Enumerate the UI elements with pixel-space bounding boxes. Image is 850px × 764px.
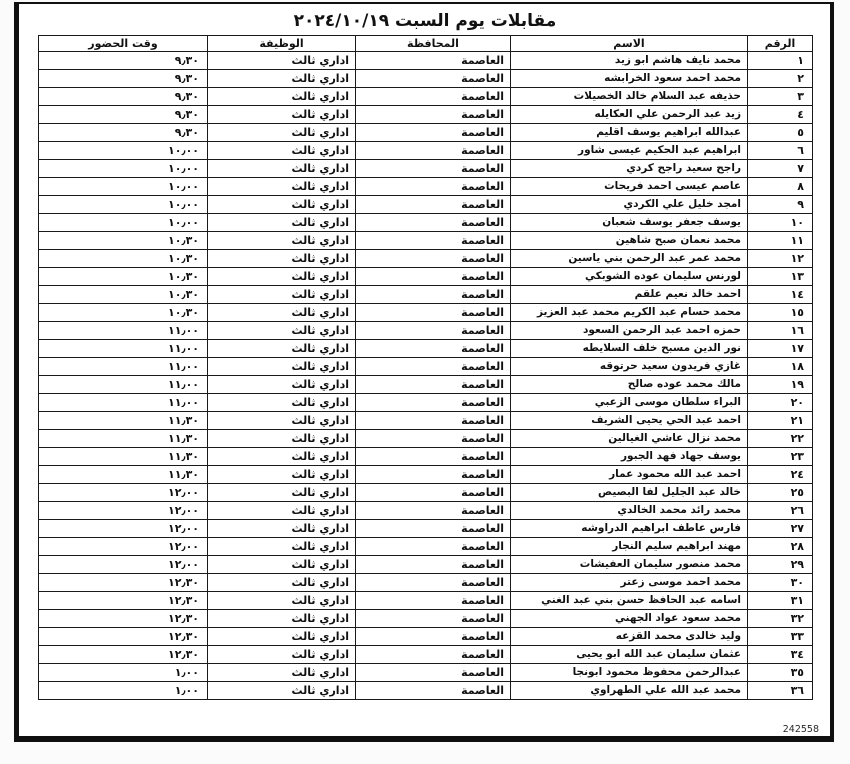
- row-name: مهند ابراهيم سليم النجار: [511, 538, 748, 556]
- row-job: اداري ثالث: [208, 610, 356, 628]
- row-governorate: العاصمة: [356, 160, 511, 178]
- row-job: اداري ثالث: [208, 394, 356, 412]
- row-number: ١٢: [748, 250, 813, 268]
- row-time: ١٠٫٣٠: [39, 268, 208, 286]
- row-name: حمزه احمد عبد الرحمن السعود: [511, 322, 748, 340]
- row-name: زيد عبد الرحمن علي العكايله: [511, 106, 748, 124]
- row-number: ٢٧: [748, 520, 813, 538]
- interviews-table: [38, 35, 813, 700]
- row-governorate: العاصمة: [356, 574, 511, 592]
- row-job: اداري ثالث: [208, 358, 356, 376]
- row-number: ٢٠: [748, 394, 813, 412]
- row-governorate: العاصمة: [356, 214, 511, 232]
- row-job: اداري ثالث: [208, 484, 356, 502]
- row-name: عبدالله ابراهيم يوسف اقليم: [511, 124, 748, 142]
- row-time: ١٢٫٣٠: [39, 592, 208, 610]
- row-governorate: العاصمة: [356, 394, 511, 412]
- row-number: ٣١: [748, 592, 813, 610]
- row-name: البراء سلطان موسى الزعبي: [511, 394, 748, 412]
- row-number: ٢٢: [748, 430, 813, 448]
- row-number: ١٤: [748, 286, 813, 304]
- row-name: محمد عمر عبد الرحمن بني ياسين: [511, 250, 748, 268]
- table-row: [39, 178, 813, 196]
- row-name: عبدالرحمن محفوظ محمود ابونجا: [511, 664, 748, 682]
- row-number: ٢٨: [748, 538, 813, 556]
- row-job: اداري ثالث: [208, 142, 356, 160]
- row-number: ٣٥: [748, 664, 813, 682]
- row-job: اداري ثالث: [208, 340, 356, 358]
- row-job: اداري ثالث: [208, 196, 356, 214]
- row-name: محمد احمد سعود الخرابشه: [511, 70, 748, 88]
- row-job: اداري ثالث: [208, 160, 356, 178]
- row-name: محمد نايف هاشم ابو زيد: [511, 52, 748, 70]
- row-job: اداري ثالث: [208, 664, 356, 682]
- row-job: اداري ثالث: [208, 412, 356, 430]
- table-row: [39, 484, 813, 502]
- row-governorate: العاصمة: [356, 142, 511, 160]
- row-governorate: العاصمة: [356, 106, 511, 124]
- table-row: [39, 430, 813, 448]
- row-number: ٢٣: [748, 448, 813, 466]
- row-time: ١٠٫٣٠: [39, 232, 208, 250]
- row-time: ١٠٫٣٠: [39, 250, 208, 268]
- row-job: اداري ثالث: [208, 556, 356, 574]
- row-time: ٩٫٣٠: [39, 70, 208, 88]
- row-name: محمد سعود عواد الجهني: [511, 610, 748, 628]
- table-row: [39, 322, 813, 340]
- table-row: [39, 250, 813, 268]
- header-governorate: المحافظة: [356, 36, 511, 52]
- row-governorate: العاصمة: [356, 232, 511, 250]
- row-governorate: العاصمة: [356, 376, 511, 394]
- row-number: ١٦: [748, 322, 813, 340]
- row-number: ٣٤: [748, 646, 813, 664]
- table-row: [39, 664, 813, 682]
- row-time: ١٢٫٣٠: [39, 628, 208, 646]
- row-job: اداري ثالث: [208, 574, 356, 592]
- row-time: ١١٫٠٠: [39, 322, 208, 340]
- row-name: محمد احمد موسى زعتر: [511, 574, 748, 592]
- row-name: عاصم عيسى احمد فريحات: [511, 178, 748, 196]
- row-job: اداري ثالث: [208, 592, 356, 610]
- row-time: ١١٫٣٠: [39, 466, 208, 484]
- row-time: ٩٫٣٠: [39, 52, 208, 70]
- row-job: اداري ثالث: [208, 322, 356, 340]
- row-time: ١٠٫٠٠: [39, 196, 208, 214]
- table-row: [39, 106, 813, 124]
- row-governorate: العاصمة: [356, 358, 511, 376]
- row-name: غازي فريدون سعيد حرتوقه: [511, 358, 748, 376]
- row-governorate: العاصمة: [356, 70, 511, 88]
- row-name: نور الدين مسبح خلف السلايطه: [511, 340, 748, 358]
- row-number: ٣: [748, 88, 813, 106]
- row-time: ٩٫٣٠: [39, 124, 208, 142]
- row-job: اداري ثالث: [208, 214, 356, 232]
- row-number: ١٠: [748, 214, 813, 232]
- table-row: [39, 574, 813, 592]
- row-number: ١٣: [748, 268, 813, 286]
- row-time: ١٫٠٠: [39, 664, 208, 682]
- table-row: [39, 682, 813, 700]
- header-name: الاسم: [511, 36, 748, 52]
- row-name: يوسف جعفر يوسف شعبان: [511, 214, 748, 232]
- row-governorate: العاصمة: [356, 268, 511, 286]
- row-job: اداري ثالث: [208, 628, 356, 646]
- row-job: اداري ثالث: [208, 70, 356, 88]
- row-governorate: العاصمة: [356, 538, 511, 556]
- table-row: [39, 538, 813, 556]
- table-row: [39, 268, 813, 286]
- table-row: [39, 196, 813, 214]
- row-governorate: العاصمة: [356, 448, 511, 466]
- row-number: ١: [748, 52, 813, 70]
- row-name: امجد خليل علي الكردي: [511, 196, 748, 214]
- row-job: اداري ثالث: [208, 376, 356, 394]
- row-name: محمد نعمان صبح شاهين: [511, 232, 748, 250]
- table-row: [39, 124, 813, 142]
- table-row: [39, 628, 813, 646]
- row-name: احمد عبد الحي يحيى الشريف: [511, 412, 748, 430]
- row-name: خالد عبد الجليل لفا البصيص: [511, 484, 748, 502]
- table-row: [39, 160, 813, 178]
- row-job: اداري ثالث: [208, 304, 356, 322]
- row-time: ٩٫٣٠: [39, 88, 208, 106]
- table-row: [39, 376, 813, 394]
- row-job: اداري ثالث: [208, 520, 356, 538]
- row-job: اداري ثالث: [208, 286, 356, 304]
- row-governorate: العاصمة: [356, 322, 511, 340]
- row-name: يوسف جهاد فهد الجبور: [511, 448, 748, 466]
- row-governorate: العاصمة: [356, 610, 511, 628]
- row-job: اداري ثالث: [208, 178, 356, 196]
- row-time: ١١٫٠٠: [39, 376, 208, 394]
- table-row: [39, 556, 813, 574]
- row-number: ٣٠: [748, 574, 813, 592]
- row-time: ١١٫٠٠: [39, 340, 208, 358]
- table-row: [39, 358, 813, 376]
- table-row: [39, 52, 813, 70]
- row-time: ١٢٫٠٠: [39, 502, 208, 520]
- row-name: ابراهيم عبد الحكيم عيسى شاور: [511, 142, 748, 160]
- row-time: ١٠٫٠٠: [39, 142, 208, 160]
- row-time: ١٠٫٣٠: [39, 304, 208, 322]
- row-governorate: العاصمة: [356, 556, 511, 574]
- table-row: [39, 88, 813, 106]
- row-number: ٢: [748, 70, 813, 88]
- row-number: ١٨: [748, 358, 813, 376]
- row-governorate: العاصمة: [356, 124, 511, 142]
- table-row: [39, 304, 813, 322]
- table-header: [39, 36, 813, 52]
- header-time: وقت الحضور: [39, 36, 208, 52]
- document-page: [14, 2, 834, 742]
- row-number: ١١: [748, 232, 813, 250]
- page-title: مقابلات يوم السبت ٢٠٢٤/١٠/١٩: [293, 11, 557, 31]
- row-time: ١١٫٣٠: [39, 448, 208, 466]
- row-time: ١٢٫٠٠: [39, 520, 208, 538]
- table-row: [39, 142, 813, 160]
- row-job: اداري ثالث: [208, 232, 356, 250]
- row-governorate: العاصمة: [356, 502, 511, 520]
- row-governorate: العاصمة: [356, 304, 511, 322]
- table-row: [39, 502, 813, 520]
- header-number: الرقم: [748, 36, 813, 52]
- header-job: الوظيفة: [208, 36, 356, 52]
- row-number: ١٥: [748, 304, 813, 322]
- row-time: ٩٫٣٠: [39, 106, 208, 124]
- row-number: ٢٦: [748, 502, 813, 520]
- table-row: [39, 610, 813, 628]
- row-governorate: العاصمة: [356, 286, 511, 304]
- table-row: [39, 520, 813, 538]
- row-name: محمد عبد الله علي الطهراوي: [511, 682, 748, 700]
- row-time: ١٠٫٣٠: [39, 286, 208, 304]
- row-time: ١٢٫٠٠: [39, 538, 208, 556]
- row-name: اسامه عبد الحافظ حسن بني عبد الغني: [511, 592, 748, 610]
- row-number: ٨: [748, 178, 813, 196]
- row-number: ٤: [748, 106, 813, 124]
- row-time: ١٢٫٣٠: [39, 646, 208, 664]
- row-number: ٢٥: [748, 484, 813, 502]
- row-name: فارس عاطف ابراهيم الدراوشه: [511, 520, 748, 538]
- row-governorate: العاصمة: [356, 196, 511, 214]
- table-row: [39, 232, 813, 250]
- row-governorate: العاصمة: [356, 250, 511, 268]
- row-name: وليد خالدى محمد القزعه: [511, 628, 748, 646]
- table-row: [39, 214, 813, 232]
- row-name: محمد نزال عاشي الغيالين: [511, 430, 748, 448]
- table-row: [39, 646, 813, 664]
- row-job: اداري ثالث: [208, 88, 356, 106]
- table-row: [39, 286, 813, 304]
- row-governorate: العاصمة: [356, 466, 511, 484]
- row-job: اداري ثالث: [208, 448, 356, 466]
- table-row: [39, 448, 813, 466]
- row-number: ٣٦: [748, 682, 813, 700]
- row-governorate: العاصمة: [356, 520, 511, 538]
- row-governorate: العاصمة: [356, 628, 511, 646]
- row-time: ١٢٫٣٠: [39, 574, 208, 592]
- row-name: احمد عبد الله محمود عمار: [511, 466, 748, 484]
- row-time: ١٠٫٠٠: [39, 214, 208, 232]
- row-time: ١١٫٠٠: [39, 358, 208, 376]
- row-governorate: العاصمة: [356, 178, 511, 196]
- table-row: [39, 70, 813, 88]
- row-governorate: العاصمة: [356, 664, 511, 682]
- row-name: محمد حسام عبد الكريم محمد عبد العزيز: [511, 304, 748, 322]
- row-job: اداري ثالث: [208, 250, 356, 268]
- row-number: ٥: [748, 124, 813, 142]
- row-governorate: العاصمة: [356, 52, 511, 70]
- row-governorate: العاصمة: [356, 682, 511, 700]
- row-job: اداري ثالث: [208, 52, 356, 70]
- row-name: محمد رائد محمد الخالدي: [511, 502, 748, 520]
- row-time: ١٢٫٠٠: [39, 556, 208, 574]
- row-job: اداري ثالث: [208, 430, 356, 448]
- row-job: اداري ثالث: [208, 502, 356, 520]
- row-number: ٢٤: [748, 466, 813, 484]
- row-governorate: العاصمة: [356, 484, 511, 502]
- row-governorate: العاصمة: [356, 430, 511, 448]
- row-name: لورنس سليمان عوده الشوبكي: [511, 268, 748, 286]
- table-row: [39, 592, 813, 610]
- header-row: [39, 36, 813, 52]
- table-row: [39, 466, 813, 484]
- row-governorate: العاصمة: [356, 340, 511, 358]
- row-governorate: العاصمة: [356, 88, 511, 106]
- row-number: ٢١: [748, 412, 813, 430]
- row-job: اداري ثالث: [208, 466, 356, 484]
- row-name: مالك محمد عوده صالح: [511, 376, 748, 394]
- row-number: ٩: [748, 196, 813, 214]
- row-time: ١١٫٣٠: [39, 412, 208, 430]
- row-number: ٣٣: [748, 628, 813, 646]
- row-number: ٢٩: [748, 556, 813, 574]
- row-number: ١٩: [748, 376, 813, 394]
- row-name: راجح سعيد راجح كردي: [511, 160, 748, 178]
- row-job: اداري ثالث: [208, 268, 356, 286]
- row-governorate: العاصمة: [356, 412, 511, 430]
- row-name: حذيفه عبد السلام خالد الخصيلات: [511, 88, 748, 106]
- row-time: ١٢٫٣٠: [39, 610, 208, 628]
- row-job: اداري ثالث: [208, 538, 356, 556]
- row-time: ١١٫٠٠: [39, 394, 208, 412]
- row-time: ١٠٫٠٠: [39, 178, 208, 196]
- row-time: ١٫٠٠: [39, 682, 208, 700]
- row-job: اداري ثالث: [208, 124, 356, 142]
- row-name: محمد منصور سليمان العفيشات: [511, 556, 748, 574]
- row-job: اداري ثالث: [208, 682, 356, 700]
- document-reference-number: 242558: [782, 724, 819, 735]
- row-name: احمد خالد نعيم علقم: [511, 286, 748, 304]
- row-governorate: العاصمة: [356, 646, 511, 664]
- row-time: ١٠٫٠٠: [39, 160, 208, 178]
- row-number: ٧: [748, 160, 813, 178]
- row-job: اداري ثالث: [208, 646, 356, 664]
- row-job: اداري ثالث: [208, 106, 356, 124]
- row-number: ٣٢: [748, 610, 813, 628]
- table-row: [39, 394, 813, 412]
- row-governorate: العاصمة: [356, 592, 511, 610]
- row-time: ١١٫٣٠: [39, 430, 208, 448]
- table-row: [39, 340, 813, 358]
- table-body: [39, 52, 813, 700]
- row-time: ١٢٫٠٠: [39, 484, 208, 502]
- row-number: ٦: [748, 142, 813, 160]
- table-row: [39, 412, 813, 430]
- row-number: ١٧: [748, 340, 813, 358]
- row-name: عثمان سليمان عبد الله ابو يحيى: [511, 646, 748, 664]
